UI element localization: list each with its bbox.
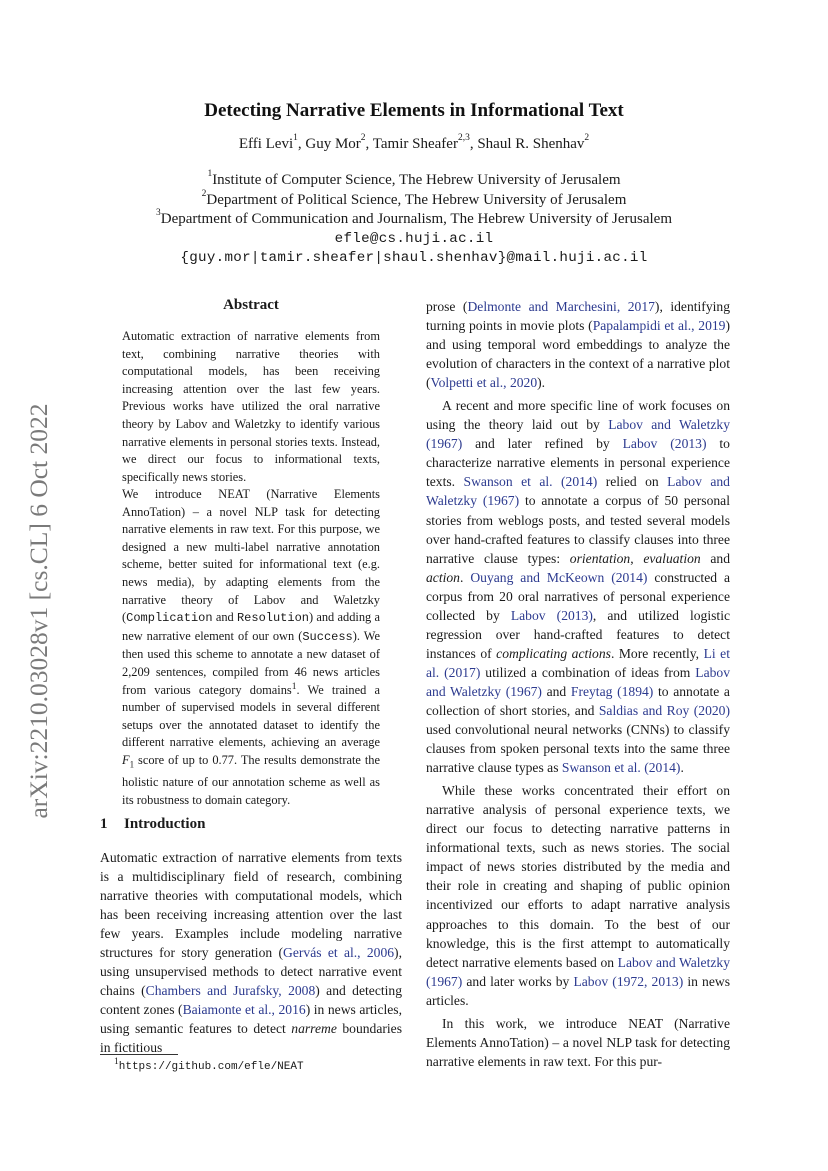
text-run: and [700, 550, 731, 566]
intro-left-column [100, 848, 402, 1058]
email-primary: efle@cs.huji.ac.il [334, 231, 494, 247]
citation-link[interactable]: Papalampidi et al., 2019 [592, 318, 726, 334]
citation-link[interactable]: Labov and Waletzky (1967) [426, 954, 730, 989]
citation-link[interactable]: Labov (2013) [622, 436, 707, 452]
code-term: Success [302, 629, 353, 644]
text-run: and later refined by [462, 436, 623, 452]
citation-link[interactable]: Swanson et al. (2014) [463, 474, 598, 490]
citation-link[interactable]: Delmonte and Marchesini, 2017 [467, 299, 655, 314]
text-run: A recent and more specific line of work focuses on using the theory laid out by [426, 398, 730, 433]
text-run: constructed a corpus from 20 oral narratives of personal experience collected by [426, 569, 731, 623]
italic-term: narreme [291, 1021, 337, 1037]
affiliation-mark: 2 [201, 189, 207, 199]
citation-link[interactable]: Chambers and Jurafsky, 2008 [145, 983, 316, 999]
italic-term: evaluation [643, 550, 701, 566]
italic-term: orientation [569, 550, 631, 566]
email-group: {guy.mor|tamir.sheafer|shaul.shenhav}@mail.huji.ac.il [180, 250, 648, 266]
abstract-paragraph-1 [122, 328, 380, 486]
text-run: relied on [597, 474, 668, 490]
text-run: in news articles. [426, 973, 730, 1008]
footnote-mark: 1 [114, 1057, 119, 1067]
text-run: In this work, we introduce NEAT (Narrative Elements AnnoTation) – a novel NLP task for detecting narrative elements in raw text. For this pur- [426, 1015, 730, 1069]
citation-link[interactable]: Labov and Waletzky (1967) [426, 417, 730, 452]
affiliation-mark: 3 [155, 208, 161, 218]
footnote [114, 1057, 304, 1073]
text-run: ), using unsupervised methods to detect narrative event chains ( [100, 945, 402, 999]
text-run: . We trained a number of supervised models in several different setups over the annotated dataset to identify the different narrative elements, achieving an average [122, 682, 380, 750]
citation-link[interactable]: Saldias and Roy (2020) [598, 702, 730, 718]
author-name: Effi Levi [238, 136, 294, 152]
affiliation-text: Department of Political Science, The Hebrew University of Jerusalem [206, 192, 627, 208]
italic-term: F [122, 752, 130, 767]
footnote-mark: 1 [291, 681, 297, 692]
text-run: , [630, 550, 644, 566]
body-paragraph [426, 781, 730, 1010]
author-affil-mark: 1 [293, 133, 298, 143]
text-run: , and utilized logistic regression over hand-crafted features to detect instances of [426, 607, 730, 661]
author-name: Tamir Sheafer [372, 136, 458, 152]
text-run: ). [537, 375, 546, 391]
text-run: ) and using temporal word embeddings to analyze the evolution of characters in the context of a narrative plot ( [426, 318, 730, 391]
author-affil-mark: 2 [360, 133, 366, 143]
italic-term: action [426, 569, 460, 585]
code-term: Resolution [236, 611, 309, 626]
affiliation-mark: 1 [207, 169, 213, 179]
affiliation-line [0, 208, 828, 228]
affiliation-text: Institute of Computer Science, The Hebrew University of Jerusalem [212, 172, 621, 188]
citation-link[interactable]: Ouyang and McKeown (2014) [470, 569, 648, 585]
subscript: 1 [129, 759, 135, 770]
text-run: and [212, 610, 237, 625]
section-heading [100, 816, 205, 833]
text-run: ) in news articles, using semantic features to detect [100, 1002, 402, 1037]
body-paragraph [426, 1014, 730, 1071]
text-run: Automatic extraction of narrative elements from texts is a multidisciplinary field of research, combining narrative theories with computational models, which has been receiving increasing attention over the last few years. Examples include modeling narrative structures for story generation ( [100, 850, 402, 961]
text-run: We introduce NEAT (Narrative Elements AnnoTation) – a novel NLP task for detecting narrative elements in raw text. For this purpose, we designed a new multi-label narrative annotation scheme, better suited for informational text (e.g. news media), by adapting elements from the narrative theory of Labov and Waletzky ( [122, 487, 380, 625]
text-run: . More recently, [610, 645, 704, 661]
citation-link[interactable]: Labov (1972, 2013) [573, 973, 684, 989]
citation-link[interactable]: Gervás et al., 2006 [283, 945, 395, 961]
text-run: ), identifying turning points in movie plots ( [426, 299, 730, 334]
text-run: While these works concentrated their effort on narrative analysis of personal experience texts, we direct our focus to detecting narrative patterns in informational texts, such as news stories. The social impact of news stories distributed by the media and their role in creating and shaping of public opinion incentivized our efforts to adapt narrative analysis approaches to this domain. To the best of our knowledge, this is the first attempt to automatically detect narrative elements based on [426, 783, 730, 970]
affiliation-line [0, 169, 828, 189]
text-run: to annotate a corpus of 50 personal stories from weblogs posts, and tested several models over hand-crafted features to classify clauses into three narrative clause types: [426, 493, 730, 566]
citation-link[interactable]: Labov and Waletzky (1967) [426, 664, 730, 699]
section-number: 1 [100, 816, 108, 832]
abstract-text: Automatic extraction of narrative elements from text, combining narrative theories with computational models, has been receiving increasing attention over the last few years. Previous works have utilized the oral narrative theory by Labov and Waletzky to identify various narrative elements in personal stories texts. Instead, we direct our focus to informational texts, specifically news stories. [122, 329, 380, 484]
author-name: Guy Mor [305, 136, 361, 152]
italic-term: complicating actions [496, 645, 611, 661]
citation-link[interactable]: Li et al. (2017) [426, 645, 730, 680]
text-run: and [541, 683, 571, 699]
abstract-paragraph-2 [122, 486, 380, 809]
footnote-rule [100, 1054, 178, 1055]
citation-link[interactable]: Labov and Waletzky (1967) [426, 474, 730, 509]
body-paragraph [426, 297, 730, 392]
arxiv-identifier: arXiv:2210.03028v1 [cs.CL] 6 Oct 2022 [24, 403, 53, 819]
text-run: prose ( [426, 299, 468, 314]
text-run: to characterize narrative elements in personal experience texts. [426, 436, 730, 490]
author-list: Effi Levi$^1$, Guy Mor$^2$, Tamir Sheafer$^{2,3}$, Shaul R. Shenhav$^2$ [238, 133, 590, 152]
citation-link[interactable]: Volpetti et al., 2020 [430, 375, 538, 391]
paper-title: Detecting Narrative Elements in Informational Text [204, 100, 624, 121]
text-run: score of up to 0.77. The results demonstrate the holistic nature of our annotation scheme as well as its robustness to domain category. [122, 752, 380, 807]
citation-link[interactable]: Labov (2013) [510, 607, 593, 623]
arxiv-side-stamp [22, 372, 56, 850]
body-paragraph [100, 848, 402, 1058]
text-run: . [680, 760, 684, 776]
right-column [426, 297, 730, 1071]
citation-link[interactable]: Baiamonte et al., 2016 [182, 1002, 306, 1018]
affiliation-text: Department of Communication and Journalism, The Hebrew University of Jerusalem [160, 211, 673, 227]
citation-link[interactable]: Freytag (1894) [570, 683, 654, 699]
abstract-text [122, 486, 380, 809]
section-title: Introduction [124, 816, 206, 832]
author-affil-mark: 2 [584, 133, 590, 143]
affiliation-line [0, 189, 828, 209]
body-paragraph [426, 396, 730, 777]
abstract-heading: Abstract [223, 297, 279, 313]
author-name: Shaul R. Shenhav [477, 136, 585, 152]
citation-link[interactable]: Swanson et al. (2014) [561, 760, 681, 776]
text-run: . [459, 569, 471, 585]
text-run: ) and adding a new narrative element of our own ( [122, 610, 380, 643]
text-run: ) and detecting content zones ( [100, 983, 403, 1018]
text-run: to annotate a collection of short stories, and [426, 683, 730, 718]
author-affil-mark: 2,3 [457, 133, 470, 143]
footnote-link[interactable]: https://github.com/efle/NEAT [118, 1061, 304, 1073]
code-term: Complication [126, 611, 213, 626]
text-run: utilized a combination of ideas from [480, 664, 696, 680]
text-run: ). We then used this scheme to annotate a new dataset of 2,209 sentences, compiled from 46 news articles from various category domains [122, 628, 380, 697]
text-run: boundaries in fictitious [100, 1021, 402, 1056]
text-run: and later works by [462, 973, 574, 989]
text-run: used convolutional neural networks (CNNs) to classify clauses from spoken personal texts into the same three narrative clause types as [426, 722, 730, 776]
